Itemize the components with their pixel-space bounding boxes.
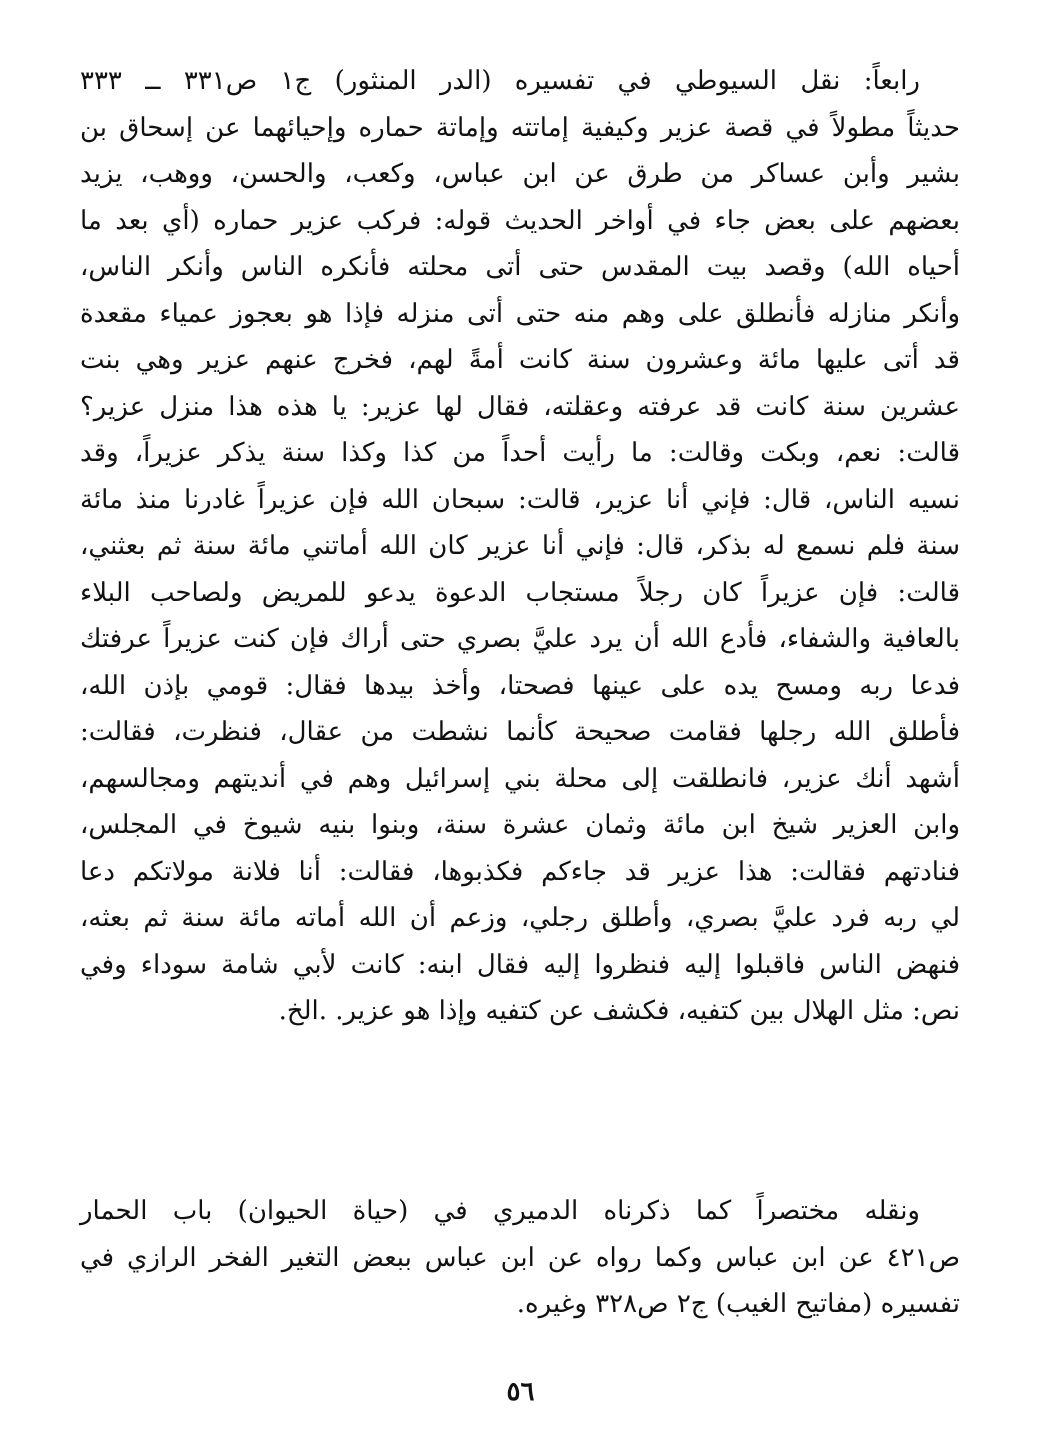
text-line: قد أتى عليها مائة وعشرون سنة كانت أمةً لهم، فخرج عنهم عزير وهي بنت <box>80 345 960 375</box>
text-line: قالت: فإن عزيراً كان رجلاً مستجاب الدعوة يدعو للمريض ولصاحب البلاء <box>80 577 960 608</box>
text-line: نص: مثل الهلال بين كتفيه، فكشف عن كتفيه وإذا هو عزير. .الخ. <box>278 996 960 1026</box>
text-line: تفسيره (مفاتيح الغيب) ج٢ ص٣٢٨ وغيره. <box>516 1289 960 1319</box>
text-line: بعضهم على بعض جاء في أواخر الحديث قوله: فركب عزير حماره (أي بعد ما <box>80 205 960 236</box>
page-number: ٥٦ <box>506 1377 535 1407</box>
text-line: فدعا ربه ومسح يده على عينها فصحتا، وأخذ بيدها فقال: قومي بإذن الله، <box>80 670 960 701</box>
text-line: رابعاً: نقل السيوطي في تفسيره (الدر المنثور) ج١ ص٣٣١ ــ ٣٣٣ <box>80 66 920 96</box>
text-line: عشرين سنة كانت قد عرفته وعقلته، فقال لها عزير: يا هذه هذا منزل عزير؟ <box>80 391 960 422</box>
text-line: سنة فلم نسمع له بذكر، قال: فإني أنا عزير كان الله أماتني مائة سنة ثم بعثني، <box>80 531 960 561</box>
text-line: فنادتهم فقالت: هذا عزير قد جاءكم فكذبوها، فقالت: أنا فلانة مولاتكم دعا <box>80 856 960 887</box>
text-line: فأطلق الله رجلها فقامت صحيحة كأنما نشطت من عقال، فنظرت، فقالت: <box>80 717 960 747</box>
text-line: ونقله مختصراً كما ذكرناه الدميري في (حياة الحيوان) باب الحمار <box>80 1196 920 1226</box>
text-line: فنهض الناس فاقبلوا إليه فنظروا إليه فقال ابنه: كانت لأبي شامة سوداء وفي <box>80 949 960 980</box>
text-line: بالعافية والشفاء، فأدع الله أن يرد عليَّ بصري حتى أراك فإن كنت عزيراً عرفتك <box>80 624 960 654</box>
text-line: وأنكر منازله فأنطلق على وهم منه حتى أتى منزله فإذا هو بعجوز عمياء مقعدة <box>80 298 960 329</box>
text-line: أحياه الله) وقصد بيت المقدس حتى أتى محلته فأنكره الناس وأنكر الناس، <box>80 252 960 282</box>
text-line: لي ربه فرد عليَّ بصري، وأطلق رجلي، وزعم أن الله أماته مائة سنة ثم بعثه، <box>80 903 960 933</box>
text-line: حديثاً مطولاً في قصة عزير وكيفية إماتته وإماتة حماره وإحيائهما عن إسحاق بن <box>80 112 960 143</box>
text-line: بشير وأبن عساكر من طرق عن ابن عباس، وكعب، والحسن، ووهب، يزيد <box>80 159 960 189</box>
text-line: وابن العزير شيخ ابن مائة وثمان عشرة سنة، وبنوا بنيه شيوخ في المجلس، <box>80 810 960 840</box>
text-line: ص٤٢١ عن ابن عباس وكما رواه عن ابن عباس ببعض التغير الفخر الرازي في <box>80 1242 960 1273</box>
text-line: أشهد أنك عزير، فانطلقت إلى محلة بني إسرائيل وهم في أنديتهم ومجالسهم، <box>80 763 960 794</box>
text-line: قالت: نعم، وبكت وقالت: ما رأيت أحداً من كذا وكذا سنة يذكر عزيراً، وقد <box>80 438 960 468</box>
text-line: نسيه الناس، قال: فإني أنا عزير، قالت: سبحان الله فإن عزيراً غادرنا منذ مائة <box>80 484 960 515</box>
paragraph-2 <box>80 1188 960 1328</box>
paragraph-1 <box>80 58 960 1035</box>
